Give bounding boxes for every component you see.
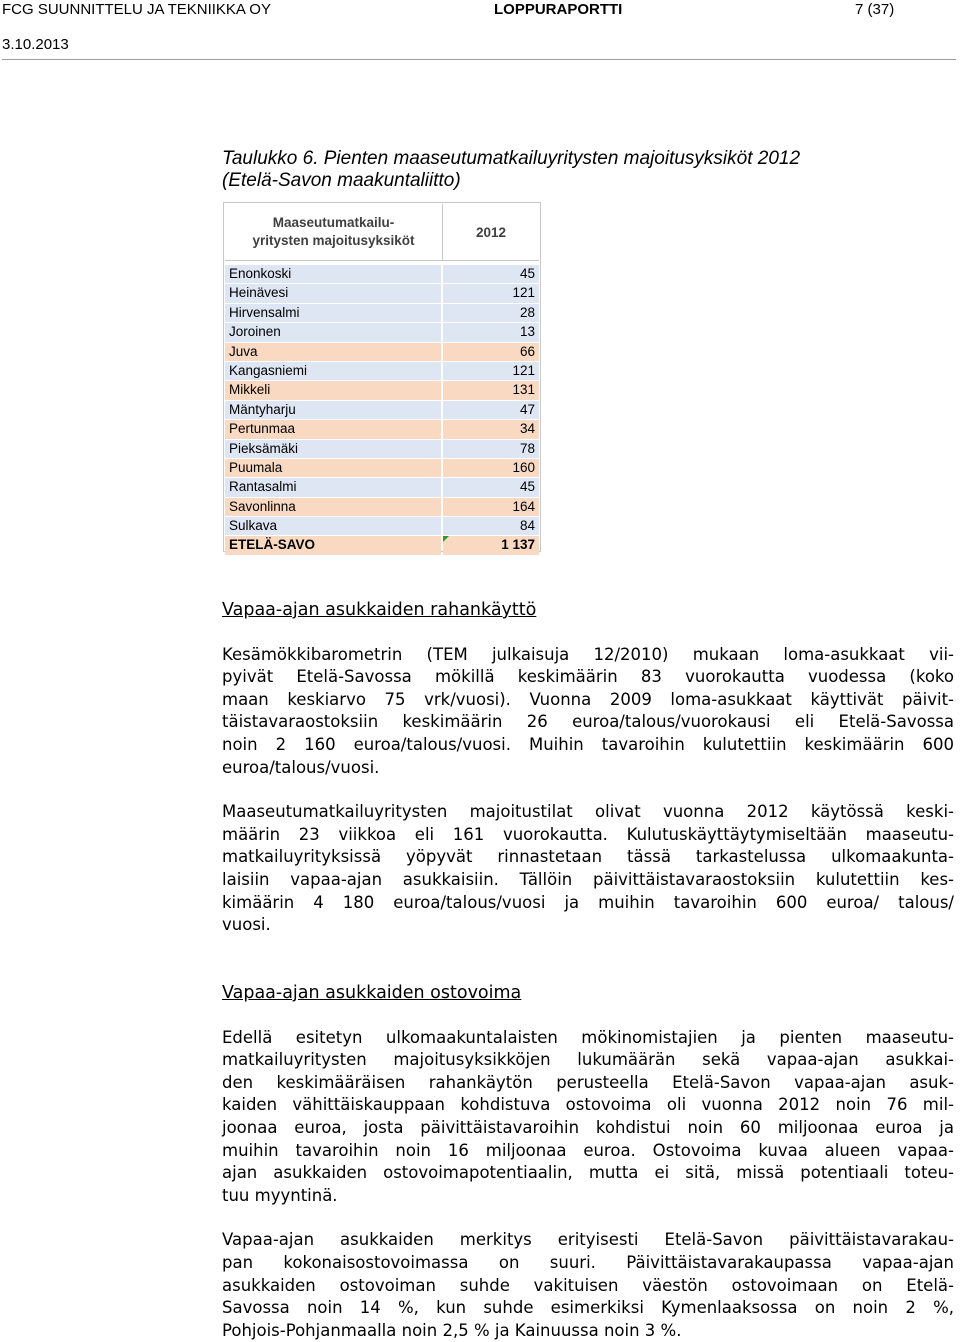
row-name: Pieksämäki (225, 440, 441, 458)
paragraph-line: pan kokonaisostovoimassa on suuri. Päivittäistavarakaupassa vapaa-ajan (222, 1252, 954, 1272)
row-name: Mäntyharju (225, 401, 441, 419)
row-name: Joroinen (225, 323, 441, 341)
total-name: ETELÄ-SAVO (225, 536, 441, 554)
row-value: 78 (443, 440, 539, 458)
row-value: 34 (443, 420, 539, 438)
table-row (225, 478, 539, 497)
total-value (443, 536, 539, 554)
paragraph-line: euroa/talous/vuosi. (222, 757, 380, 777)
paragraph-line: den keskimääräisen rahankäytön perusteella Etelä-Savon vapaa-ajan asuk- (222, 1072, 954, 1092)
table-row (225, 440, 539, 459)
row-value: 121 (443, 362, 539, 380)
table-row (225, 381, 539, 400)
paragraph-line: Edellä esitetyn ulkomaakuntalaisten mökinomistajien ja pienten maaseutu- (222, 1027, 954, 1047)
row-name: Pertunmaa (225, 420, 441, 438)
paragraph-line: joonaa euroa, josta päivittäistavaroihin kohdistui noin 60 miljoonaa euroa ja (222, 1117, 954, 1137)
report-type: LOPPURAPORTTI (494, 1, 623, 18)
page-header (0, 0, 960, 60)
row-name: Juva (225, 343, 441, 361)
table-row (225, 304, 539, 323)
organization-name: FCG SUUNNITTELU JA TEKNIIKKA OY (2, 1, 271, 18)
table-caption (222, 148, 942, 192)
section-heading: Vapaa-ajan asukkaiden rahankäyttö (222, 600, 537, 620)
report-date: 3.10.2013 (2, 36, 69, 53)
row-value: 28 (443, 304, 539, 322)
row-name: Savonlinna (225, 498, 441, 516)
table-row (225, 420, 539, 439)
row-value: 160 (443, 459, 539, 477)
row-value: 164 (443, 498, 539, 516)
table-row (225, 517, 539, 536)
table-row (225, 265, 539, 284)
row-value: 45 (443, 478, 539, 496)
accommodation-table (223, 202, 541, 552)
row-name: Mikkeli (225, 381, 441, 399)
row-name: Puumala (225, 459, 441, 477)
row-name: Sulkava (225, 517, 441, 535)
table-header (225, 204, 539, 261)
total-value-text: 1 137 (501, 537, 535, 553)
paragraph-line: matkailuyrityksissä yöpyvät rinnastetaan tässä tarkastelussa ulkomaakunta- (222, 847, 954, 867)
section-heading: Vapaa-ajan asukkaiden ostovoima (222, 983, 522, 1003)
paragraph-line: tuu myyntinä. (222, 1185, 338, 1205)
row-name: Enonkoski (225, 265, 441, 283)
paragraph-line: ajan asukkaiden ostovoimapotentiaalin, mutta ei sitä, missä potentiaali toteu- (222, 1163, 954, 1183)
row-name: Heinävesi (225, 284, 441, 302)
paragraph-line: maan keskiarvo 75 vrk/vuosi). Vuonna 2009 loma-asukkaat käyttivät päivit- (222, 689, 954, 709)
row-value: 121 (443, 284, 539, 302)
header-municipality (225, 204, 443, 260)
row-value: 47 (443, 401, 539, 419)
paragraph-line: Maaseutumatkailuyritysten majoitustilat olivat vuonna 2012 käytössä keski- (222, 802, 954, 822)
paragraph-line: kimäärin 4 180 euroa/talous/vuosi ja muihin tavaroihin 600 euroa/ talous/ (222, 892, 954, 912)
header-year: 2012 (475, 224, 507, 240)
paragraph-line: matkailuyritysten majoitusyksikköjen lukumäärän sekä vapaa-ajan asukkai- (222, 1050, 954, 1070)
paragraph-line: vuosi. (222, 915, 271, 935)
row-name: Kangasniemi (225, 362, 441, 380)
page-number: 7 (37) (855, 1, 895, 18)
header-line: yritysten majoitusyksiköt (252, 233, 415, 248)
table-row (225, 498, 539, 517)
row-value: 84 (443, 517, 539, 535)
caption-line: Taulukko 6. Pienten maaseutumatkailuyritysten majoitusyksiköt 2012 (222, 148, 801, 169)
paragraph-line: asukkaiden ostovoiman suhde vakituisen väestön ostovoimaan on Etelä- (222, 1275, 954, 1295)
table-row (225, 343, 539, 362)
header-divider (2, 59, 956, 60)
row-value: 45 (443, 265, 539, 283)
row-value: 66 (443, 343, 539, 361)
table-row (225, 284, 539, 303)
caption-line: (Etelä-Savon maakuntaliitto) (222, 170, 461, 191)
paragraph-line: muihin tavaroihin noin 16 miljoonaa euroa. Ostovoima kuvaa alueen vapaa- (222, 1140, 954, 1160)
table-row (225, 459, 539, 478)
paragraph-line: Kesämökkibarometrin (TEM julkaisuja 12/2010) mukaan loma-asukkaat vii- (222, 644, 954, 664)
paragraph-line: Pohjois-Pohjanmaalla noin 2,5 % ja Kainuussa noin 3 %. (222, 1320, 682, 1340)
table-row (225, 323, 539, 342)
section-purchasing-power (222, 982, 954, 1342)
row-value: 131 (443, 381, 539, 399)
paragraph-line: kaiden vähittäiskauppaan kohdistuva ostovoima oli vuonna 2012 noin 76 mil- (222, 1095, 954, 1115)
paragraph-line: Vapaa-ajan asukkaiden merkitys erityisesti Etelä-Savon päivittäistavarakau- (222, 1230, 954, 1250)
row-name: Rantasalmi (225, 478, 441, 496)
paragraph-line: laisiin vapaa-ajan asukkaisiin. Tällöin päivittäistavaraostoksiin kulutettiin kes- (222, 869, 954, 889)
table-body (225, 265, 539, 556)
table-total-row (225, 536, 539, 555)
table-row (225, 362, 539, 381)
paragraph-line: noin 2 160 euroa/talous/vuosi. Muihin tavaroihin kulutettiin keskimäärin 600 (222, 734, 954, 754)
row-name: Hirvensalmi (225, 304, 441, 322)
paragraph-line: pyivät Etelä-Savossa mökillä keskimäärin 83 vuorokautta vuodessa (koko (222, 667, 954, 687)
cell-comment-marker (443, 536, 449, 542)
header-line: Maaseutumatkailu- (272, 215, 395, 230)
paragraph-line: Savossa noin 14 %, kun suhde esimerkiksi Kymenlaaksossa on noin 2 %, (222, 1298, 954, 1318)
section-spending (222, 599, 954, 937)
paragraph-line: määrin 23 viikkoa eli 161 vuorokautta. Kulutuskäyttäytymiseltään maaseutu- (222, 824, 954, 844)
row-value: 13 (443, 323, 539, 341)
table-row (225, 401, 539, 420)
paragraph-line: täistavaraostoksiin keskimäärin 26 euroa/talous/vuorokausi eli Etelä-Savossa (222, 712, 954, 732)
